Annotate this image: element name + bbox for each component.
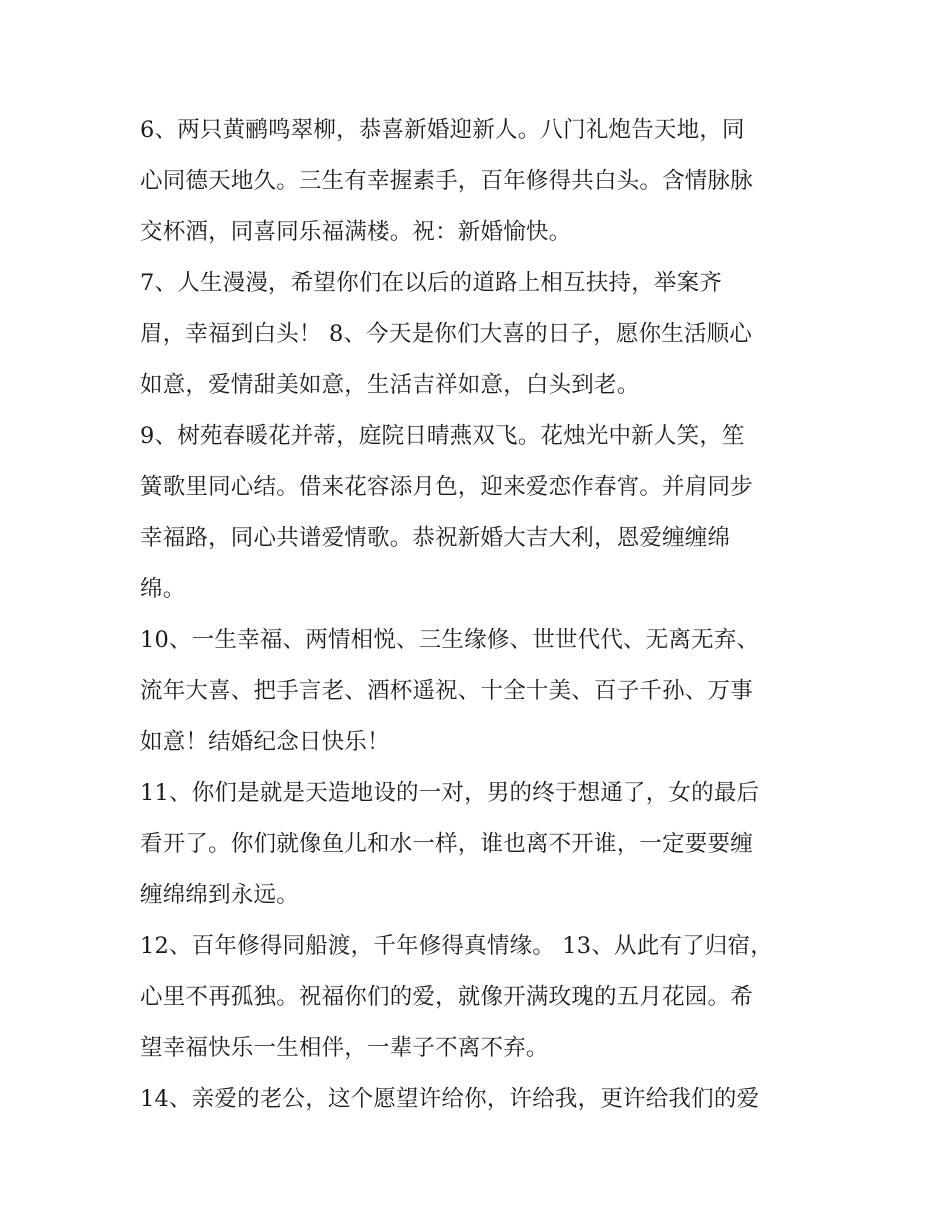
text-line: 望幸福快乐一生相伴，一辈子不离不弃。 bbox=[140, 1035, 549, 1061]
text-line: 9、树苑春暖花并蒂，庭院日晴燕双飞。花烛光中新人笑，笙 bbox=[140, 423, 745, 449]
text-line: 12、百年修得同船渡，千年修得真情缘。 13、从此有了归宿， bbox=[140, 933, 773, 959]
text-line: 幸福路，同心共谱爱情歌。恭祝新婚大吉大利，恩爱缠缠绵 bbox=[140, 525, 731, 551]
text-line: 7、人生漫漫，希望你们在以后的道路上相互扶持，举案齐 bbox=[140, 270, 723, 296]
text-line: 看开了。你们就像鱼儿和水一样，谁也离不开谁，一定要要缠 bbox=[140, 831, 753, 857]
paragraph-9 bbox=[140, 411, 815, 615]
text-line: 10、一生幸福、两情相悦、三生缘修、世世代代、无离无弃、 bbox=[140, 627, 760, 653]
text-line: 心同德天地久。三生有幸握素手，百年修得共白头。含情脉脉 bbox=[140, 168, 753, 194]
paragraph-7-8 bbox=[140, 258, 815, 411]
text-line: 眉，幸福到白头！ 8、今天是你们大喜的日子，愿你生活顺心 bbox=[140, 321, 753, 347]
text-line: 簧歌里同心结。借来花容添月色，迎来爱恋作春宵。并肩同步 bbox=[140, 474, 753, 500]
text-line: 流年大喜、把手言老、酒杯遥祝、十全十美、百子千孙、万事 bbox=[140, 678, 753, 704]
text-line: 心里不再孤独。祝福你们的爱，就像开满玫瑰的五月花园。希 bbox=[140, 984, 753, 1010]
text-line: 如意！结婚纪念日快乐！ bbox=[140, 729, 390, 755]
text-line: 14、亲爱的老公，这个愿望许给你，许给我，更许给我们的爱 bbox=[140, 1086, 760, 1112]
text-line: 如意，爱情甜美如意，生活吉祥如意，白头到老。 bbox=[140, 372, 640, 398]
document-body bbox=[140, 105, 815, 1125]
text-line: 6、两只黄鹂鸣翠柳，恭喜新婚迎新人。八门礼炮告天地，同 bbox=[140, 117, 745, 143]
paragraph-6 bbox=[140, 105, 815, 258]
text-line: 缠绵绵到永远。 bbox=[140, 882, 299, 908]
paragraph-14 bbox=[140, 1074, 815, 1125]
text-line: 交杯酒，同喜同乐福满楼。祝：新婚愉快。 bbox=[140, 219, 572, 245]
text-line: 11、你们是就是天造地设的一对，男的终于想通了，女的最后 bbox=[140, 780, 760, 806]
paragraph-12-13 bbox=[140, 921, 815, 1074]
paragraph-11 bbox=[140, 768, 815, 921]
paragraph-10 bbox=[140, 615, 815, 768]
text-line: 绵。 bbox=[140, 576, 186, 602]
